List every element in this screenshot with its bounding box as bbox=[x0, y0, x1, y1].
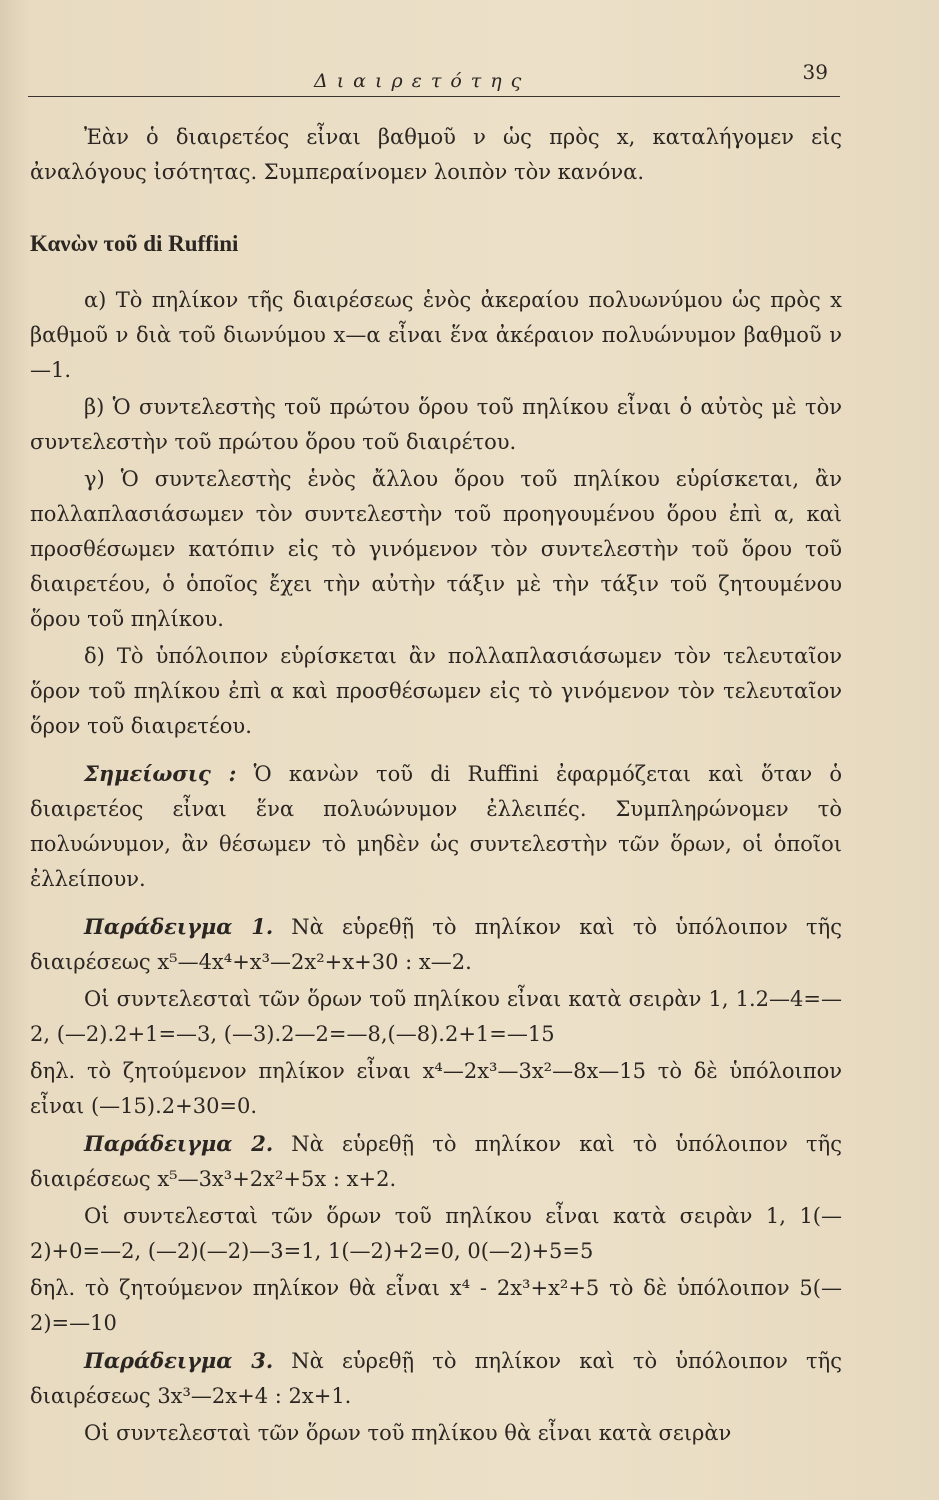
example-2-division: x⁵—3x³+2x²+5x : x+2. bbox=[157, 1167, 397, 1191]
section-heading: Κανὼν τοῦ di Ruffini bbox=[30, 231, 239, 256]
example-3-statement bbox=[30, 1343, 842, 1414]
rule-item-b: β) Ὁ συντελεστὴς τοῦ πρώτου ὅρου τοῦ πηλίκου εἶναι ὁ αὐτὸς μὲ τὸν συντελεστὴν τοῦ πρώτου ὅρου τοῦ διαιρέτου. bbox=[30, 395, 842, 454]
spacer bbox=[30, 190, 842, 226]
example-3-coefficients: Οἱ συντελεσταὶ τῶν ὅρων τοῦ πηλίκου θὰ εἶναι κατὰ σειρὰν bbox=[84, 1421, 732, 1445]
page-number: 39 bbox=[802, 60, 828, 84]
example-1-statement bbox=[30, 909, 842, 980]
example-1-label: Παράδειγμα 1. bbox=[84, 914, 274, 939]
note-text: Ὁ κανὼν τοῦ di Ruffini ἐφαρμόζεται καὶ ὅταν ὁ διαιρετέος εἶναι ἕνα πολυώνυμον ἐλλειπές. Συμπληρώνομεν τὸ πολυώνυμον, ἂν θέσωμεν τὸ μηδὲν ὡς συντελεστὴν τῶν ὅρων, οἱ ὁποῖοι ἐλλείπουν. bbox=[30, 762, 842, 891]
page-header bbox=[28, 58, 840, 102]
example-3-division: 3x³—2x+4 : 2x+1. bbox=[157, 1384, 352, 1408]
rule-item-d: δ) Τὸ ὑπόλοιπον εὑρίσκεται ἂν πολλαπλασιάσωμεν τὸν τελευταῖον ὅρον τοῦ πηλίκου ἐπὶ α καὶ προσθέσωμεν εἰς τὸ γινόμενον τὸν τελευταῖον ὅρον τοῦ διαιρετέου. bbox=[30, 644, 842, 738]
example-2-coefficients: Οἱ συντελεσταὶ τῶν ὅρων τοῦ πηλίκου εἶναι κατὰ σειρὰν 1, 1(—2)+0=—2, (—2)(—2)—3=1, 1(—2)+2=0, 0(—2)+5=5 bbox=[30, 1204, 842, 1263]
example-1-result: δηλ. τὸ ζητούμενον πηλίκον εἶναι x⁴—2x³—3x²—8x—15 τὸ δὲ ὑπόλοιπον εἶναι (—15).2+30=0. bbox=[30, 1059, 842, 1118]
running-title: Διαιρετότης bbox=[314, 70, 531, 92]
page-body bbox=[30, 120, 842, 1451]
example-2-statement bbox=[30, 1126, 842, 1197]
note-paragraph bbox=[30, 756, 842, 897]
example-1-coefficients: Οἱ συντελεσταὶ τῶν ὅρων τοῦ πηλίκου εἶναι κατὰ σειρὰν 1, 1.2—4=—2, (—2).2+1=—3, (—3).2—2=—8,(—8).2+1=—15 bbox=[30, 987, 842, 1046]
note-label: Σημείωσις : bbox=[84, 761, 237, 786]
example-2-label: Παράδειγμα 2. bbox=[84, 1131, 274, 1156]
example-3-text: Νὰ εὑρεθῇ τὸ πηλίκον καὶ τὸ ὑπόλοιπον τῆς διαιρέσεως bbox=[30, 1349, 842, 1408]
example-2-result: δηλ. τὸ ζητούμενον πηλίκον θὰ εἶναι x⁴ - 2x³+x²+5 τὸ δὲ ὑπόλοιπον 5(—2)=—10 bbox=[30, 1276, 842, 1335]
example-2-text: Νὰ εὑρεθῇ τὸ πηλίκον καὶ τὸ ὑπόλοιπον τῆς διαιρέσεως bbox=[30, 1132, 842, 1191]
example-1-text: Νὰ εὑρεθῇ τὸ πηλίκον καὶ τὸ ὑπόλοιπον τῆς διαιρέσεως bbox=[30, 915, 842, 974]
intro-paragraph: Ἐὰν ὁ διαιρετέος εἶναι βαθμοῦ ν ὡς πρὸς x, καταλήγομεν εἰς ἀναλόγους ἰσότητας. Συμπεραίνομεν λοιπὸν τὸν κανόνα. bbox=[30, 125, 842, 184]
rule-item-a: α) Τὸ πηλίκον τῆς διαιρέσεως ἑνὸς ἀκεραίου πολυωνύμου ὡς πρὸς x βαθμοῦ ν διὰ τοῦ διωνύμου x—α εἶναι ἕνα ἀκέραιον πολυώνυμον βαθμοῦ ν—1. bbox=[30, 288, 842, 382]
example-3-label: Παράδειγμα 3. bbox=[84, 1348, 274, 1373]
example-1-division: x⁵—4x⁴+x³—2x²+x+30 : x—2. bbox=[157, 950, 472, 974]
header-rule bbox=[28, 96, 840, 97]
rule-item-c: γ) Ὁ συντελεστὴς ἑνὸς ἄλλου ὅρου τοῦ πηλίκου εὑρίσκεται, ἂν πολλαπλασιάσωμεν τὸν συντελεστὴν τοῦ προηγουμένου ὅρου ἐπὶ α, καὶ προσθέσωμεν κατόπιν εἰς τὸ γινόμενον τὸν συντελεστὴν τοῦ ὅρου τοῦ διαιρετέου, ὁ ὁποῖος ἔχει τὴν αὐτὴν τάξιν μὲ τὴν τάξιν τοῦ ζητουμένου ὅρου τοῦ πηλίκου. bbox=[30, 467, 842, 631]
